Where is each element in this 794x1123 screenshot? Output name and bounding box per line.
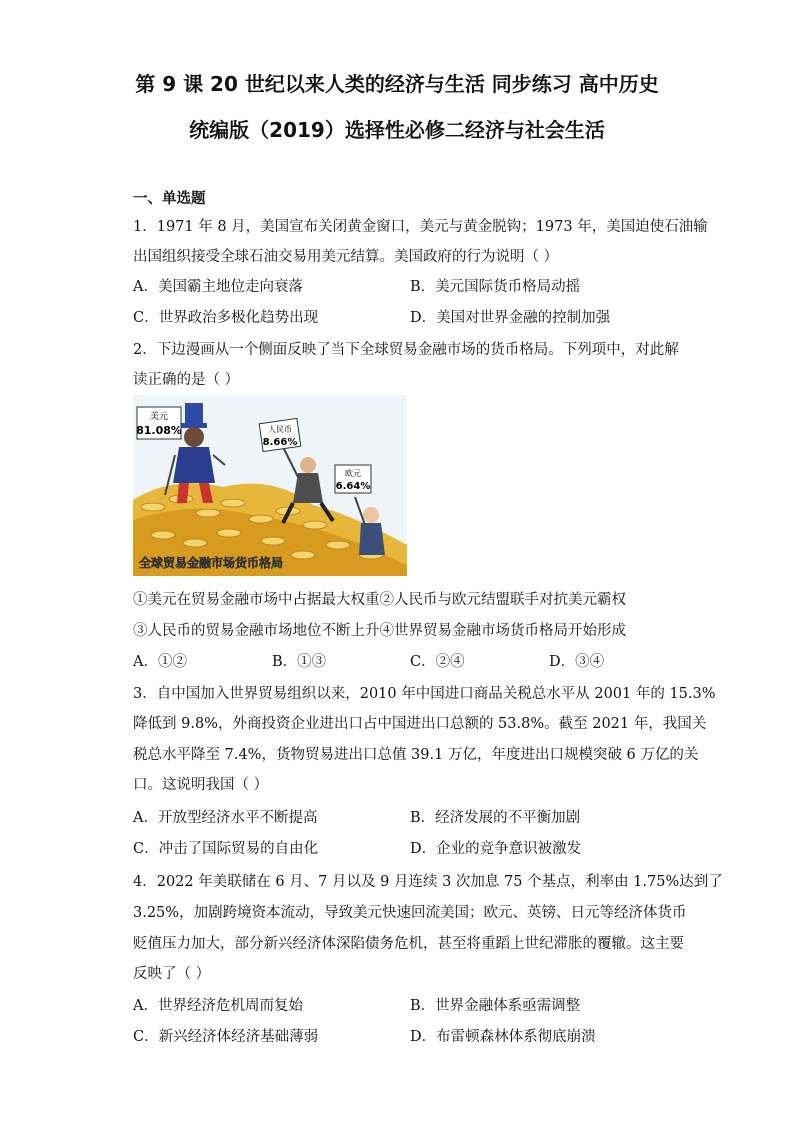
- usd-sign-percent: 81.08%: [136, 424, 182, 437]
- q2-option-a: A．①②: [133, 654, 187, 670]
- q1-option-c: C．世界政治多极化趋势出现: [133, 310, 319, 326]
- q3-stem-line1: 3．自中国加入世界贸易组织以来，2010 年中国进口商品关税总水平从 2001 年的 15.3%: [133, 686, 716, 702]
- q1-option-a: A．美国霸主地位走向衰落: [133, 279, 303, 295]
- q3-stem-line2: 降低到 9.8%，外商投资企业进出口占中国进出口总额的 53.8%。截至 2021 年，我国关: [133, 716, 707, 732]
- q4-option-d: D．布雷顿森林体系彻底崩溃: [410, 1029, 596, 1045]
- rmb-sign-percent: 8.66%: [262, 437, 298, 448]
- eur-sign-label: 欧元: [345, 469, 361, 478]
- eur-sign-percent: 6.64%: [335, 481, 371, 492]
- q4-option-c: C．新兴经济体经济基础薄弱: [133, 1029, 319, 1045]
- section-heading: 一、单选题: [133, 191, 206, 207]
- q2-stem-line2: 读正确的是（ ）: [133, 372, 240, 388]
- q2-statement-line1: ①美元在贸易金融市场中占据最大权重②人民币与欧元结盟联手对抗美元霸权: [133, 592, 626, 608]
- cartoon-caption: 全球贸易金融市场货币格局: [138, 556, 284, 570]
- q4-stem-line3: 贬值压力加大，部分新兴经济体深陷债务危机，甚至将重蹈上世纪滞胀的覆辙。这主要: [133, 936, 684, 952]
- q2-statement-line2: ③人民币的贸易金融市场地位不断上升④世界贸易金融市场货币格局开始形成: [133, 623, 626, 639]
- q2-option-b: B．①③: [272, 654, 327, 670]
- q4-stem-line4: 反映了（ ）: [133, 966, 211, 982]
- currency-cartoon-image: [133, 395, 407, 576]
- q1-option-b: B．美元国际货币格局动摇: [410, 279, 581, 295]
- q3-stem-line3: 税总水平降至 7.4%，货物贸易进出口总值 39.1 万亿，年度进出口规模突破 6 万亿的关: [133, 747, 699, 763]
- doc-title-line1: 第 9 课 20 世纪以来人类的经济与生活 同步练习 高中历史: [135, 72, 659, 96]
- q4-stem-line1: 4．2022 年美联储在 6 月、7 月以及 9 月连续 3 次加息 75 个基点，利率由 1.75%达到了: [133, 874, 723, 890]
- usd-sign-label: 美元: [149, 412, 169, 422]
- q1-stem-line2: 出国组织接受全球石油交易用美元结算。美国政府的行为说明（ ）: [133, 249, 559, 265]
- q4-option-a: A．世界经济危机周而复始: [133, 998, 303, 1014]
- q2-option-d: D．③④: [549, 654, 605, 670]
- q3-option-b: B．经济发展的不平衡加剧: [410, 810, 581, 826]
- rmb-sign-label: 人民币: [268, 425, 292, 434]
- q1-stem-line1: 1．1971 年 8 月，美国宣布关闭黄金窗口，美元与黄金脱钩；1973 年，美国迫使石油输: [133, 219, 708, 235]
- q3-option-a: A．开放型经济水平不断提高: [133, 810, 318, 826]
- q3-option-c: C．冲击了国际贸易的自由化: [133, 841, 319, 857]
- q1-option-d: D．美国对世界金融的控制加强: [410, 310, 611, 326]
- q3-stem-line4: 口。这说明我国（ ）: [133, 777, 269, 793]
- q4-option-b: B．世界金融体系亟需调整: [410, 998, 581, 1014]
- doc-title-line2: 统编版（2019）选择性必修二经济与社会生活: [189, 118, 605, 142]
- q4-stem-line2: 3.25%，加剧跨境资本流动，导致美元快速回流美国；欧元、英镑、日元等经济体货币: [133, 905, 687, 921]
- q2-stem-line1: 2．下边漫画从一个侧面反映了当下全球贸易金融市场的货币格局。下列项中，对此解: [133, 342, 679, 358]
- q3-option-d: D．企业的竞争意识被激发: [410, 841, 582, 857]
- q2-option-c: C．②④: [410, 654, 465, 670]
